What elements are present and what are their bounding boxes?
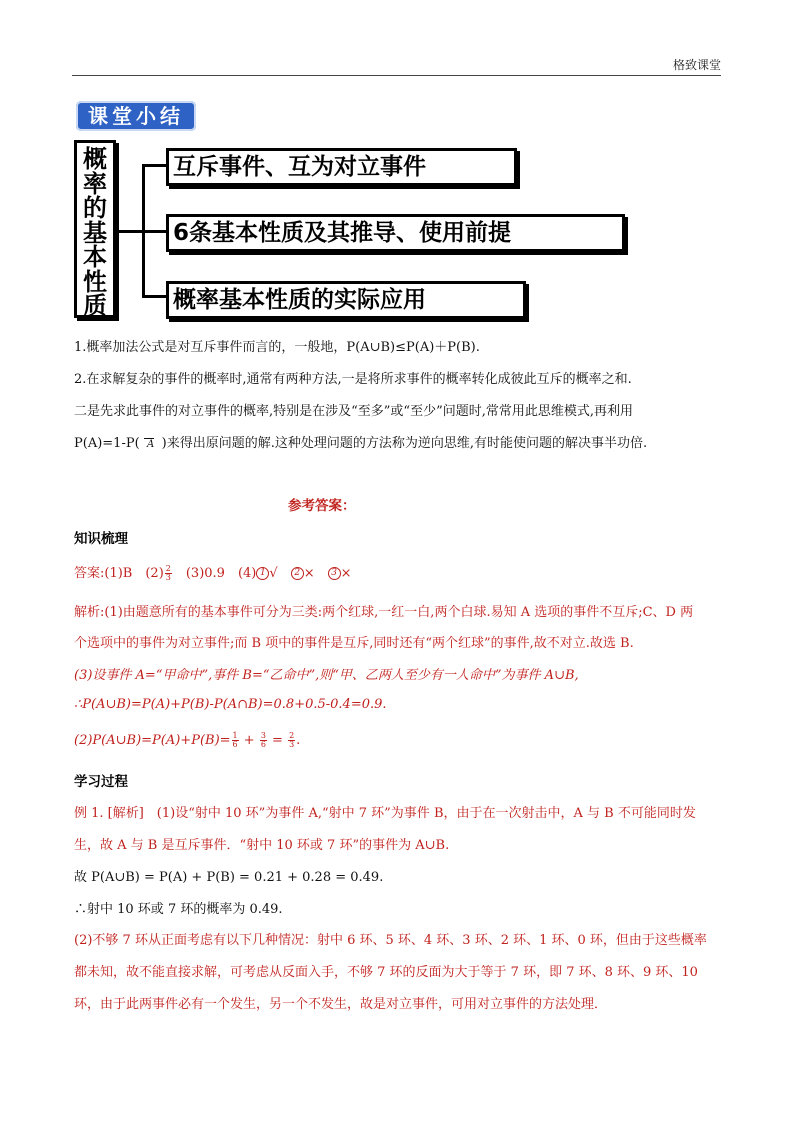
topic-char: 概 — [83, 145, 107, 173]
note-line-4 — [74, 432, 647, 451]
summary-badge: 课堂小结 — [76, 101, 196, 131]
answer-line — [74, 562, 352, 582]
note-line-2: 2.在求解复杂的事件的概率时,通常有两种方法,一是将所求事件的概率转化成彼此互斥的概率之和. — [74, 372, 632, 387]
answer-mid: (3)0.9 (4) — [172, 566, 257, 581]
explanation-line-1: 解析:(1)由题意所有的基本事件可分为三类:两个红球,一红一白,两个白球.易知 A 选项的事件不互斥;C、D 两 — [74, 605, 694, 620]
example1-line-5: (2)不够 7 环从正面考虑有以下几种情况：射中 6 环、5 环、4 环、3 环、2 环、1 环、0 环，但由于这些概率 — [74, 933, 707, 948]
fraction-one-sixth — [232, 732, 239, 749]
topic-char: 率 — [83, 169, 107, 198]
connector-trunk — [118, 230, 144, 233]
answers-title: 参考答案： — [288, 498, 356, 514]
example1-line-2: 生，故 A 与 B 是互斥事件．“射中 10 环或 7 环”的事件为 A∪B. — [74, 838, 450, 853]
circled-number: 3 — [328, 567, 341, 580]
connector-branch-1 — [142, 164, 166, 167]
fraction-denominator: 3 — [289, 740, 295, 749]
topic-char: 质 — [83, 292, 107, 320]
fraction-denominator: 6 — [232, 740, 238, 749]
fraction-two-thirds — [288, 732, 295, 749]
topic-char: 本 — [83, 243, 107, 271]
note-line-1: 1.概率加法公式是对互斥事件而言的，一般地，P(A∪B)≤P(A)＋P(B). — [74, 340, 480, 355]
check-mark: √ — [269, 566, 278, 581]
example1-line-6: 都未知，故不能直接求解，可考虑从反面入手，不够 7 环的反面为大于等于 7 环，即 7 环、8 环、9 环、10 — [74, 965, 698, 980]
formula-start: (2)P(A∪B)=P(A)+P(B)= — [74, 733, 231, 748]
example1-line-4: ∴射中 10 环或 7 环的概率为 0.49. — [74, 902, 283, 917]
branch-box-applications: 概率基本性质的实际应用 — [166, 281, 526, 319]
branch-box-exclusive-events: 互斥事件、互为对立事件 — [166, 148, 517, 186]
fraction-numerator: 2 — [289, 731, 295, 740]
plus-sign: + — [239, 733, 259, 748]
complement-a-symbol: A — [140, 439, 162, 450]
explanation-line-3: (3)设事件 A=“甲命中”,事件 B=“乙命中”,则“甲、乙两人至少有一人命中”为事件 A∪B, — [74, 668, 579, 683]
fraction-numerator: 2 — [165, 564, 171, 573]
note-formula-end: )来得出原问题的解.这种处理问题的方法称为逆向思维,有时能使问题的解决事半功倍. — [161, 436, 648, 451]
explanation-line-4: ∴P(A∪B)=P(A)+P(B)-P(A∩B)=0.8+0.5-0.4=0.9. — [74, 697, 387, 712]
explanation-line-2: 个选项中的事件为对立事件;而 B 项中的事件是互斥,同时还有“两个红球”的事件,故不对立.故选 B. — [74, 636, 634, 651]
header-brand: 格致课堂 — [672, 58, 721, 72]
connector-branch-2 — [142, 230, 166, 233]
example1-line-7: 环，由于此两事件必有一个发生，另一个不发生，故是对立事件，可用对立事件的方法处理． — [74, 997, 608, 1012]
section-heading-learning-process: 学习过程 — [74, 774, 128, 790]
fraction-numerator: 3 — [260, 731, 266, 740]
circled-number: 1 — [256, 567, 269, 580]
explanation-line-5 — [74, 732, 300, 749]
cross-mark: × — [303, 566, 315, 581]
fraction-denominator: 6 — [260, 740, 266, 749]
fraction-numerator: 1 — [232, 731, 238, 740]
example1-line-3: 故 P(A∪B) = P(A) + P(B) = 0.21 + 0.28 = 0.49. — [74, 870, 384, 885]
header-divider — [72, 75, 721, 76]
answer-prefix: 答案:(1)B (2) — [74, 566, 164, 581]
note-formula-start: P(A)=1-P( — [74, 436, 140, 451]
fraction-denominator: 3 — [165, 573, 171, 582]
period: . — [296, 733, 301, 748]
example1-line-1: 例 1. [解析] (1)设“射中 10 环”为事件 A,“射中 7 环”为事件 B，由于在一次射击中，A 与 B 不可能同时发 — [74, 806, 696, 821]
topic-char: 性 — [83, 267, 107, 296]
circled-number: 2 — [291, 567, 304, 580]
cross-mark: × — [340, 566, 352, 581]
answer-fraction — [165, 565, 172, 582]
topic-box — [74, 140, 116, 318]
topic-char: 的 — [83, 194, 107, 222]
fraction-three-sixths — [260, 732, 267, 749]
topic-char: 基 — [83, 218, 107, 247]
section-heading-knowledge: 知识梳理 — [74, 531, 128, 547]
equals-sign: = — [267, 733, 288, 748]
note-line-3: 二是先求此事件的对立事件的概率,特别是在涉及“至多”或“至少”问题时,常常用此思维模式,再利用 — [74, 404, 633, 419]
branch-box-six-properties: 6条基本性质及其推导、使用前提 — [166, 214, 625, 252]
connector-branch-3 — [142, 295, 166, 298]
